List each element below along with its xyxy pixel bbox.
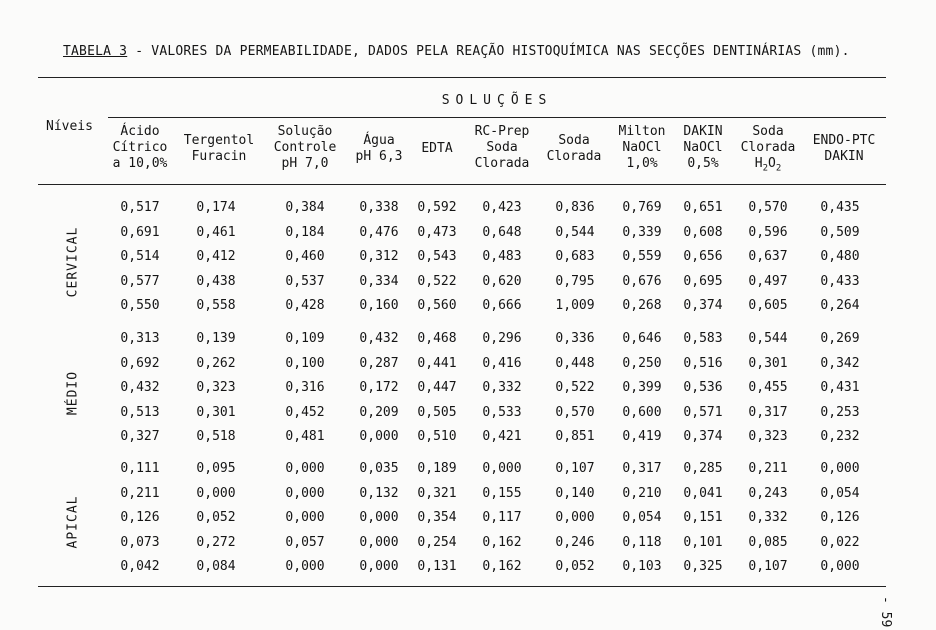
- table-cell: 0,117: [482, 510, 522, 525]
- table-cell: 0,692: [120, 355, 160, 371]
- table-cell: 0,052: [555, 559, 595, 574]
- table-cell: 0,620: [482, 273, 522, 289]
- table-cell: 0,384: [285, 200, 325, 215]
- table-cell: 0,339: [622, 224, 662, 240]
- table-cell: 0,336: [555, 331, 595, 346]
- table-cell: 0,313: [120, 331, 160, 346]
- table-cell: 0,480: [820, 249, 860, 264]
- table-cell: 0,354: [417, 510, 457, 525]
- table-cell: 0,473: [417, 224, 457, 240]
- group-label-médio: MÉDIO: [65, 370, 81, 416]
- table-cell: 0,510: [417, 429, 457, 444]
- column-header-line: RC-Prep: [474, 124, 530, 139]
- table-cell: 0,483: [482, 249, 522, 264]
- table-cell: 0,435: [820, 200, 860, 215]
- table-cell: 0,321: [417, 485, 457, 501]
- table-cell: 0,211: [748, 461, 788, 476]
- column-header-line: Controle: [273, 140, 337, 155]
- table-cell: 0,452: [285, 404, 325, 420]
- table-cell: 0,139: [196, 331, 236, 346]
- column-header: [619, 124, 666, 172]
- table-cell: 0,608: [683, 224, 723, 240]
- column-header-line: DAKIN: [683, 124, 723, 139]
- table-cell: 0,131: [417, 559, 457, 574]
- table-cell: 0,338: [359, 200, 399, 215]
- table-cell: 0,209: [359, 404, 399, 420]
- table-cell: 0,605: [748, 298, 788, 313]
- table-cell: 0,421: [482, 429, 522, 444]
- table-cell: 0,035: [359, 461, 399, 476]
- table-cell: 0,431: [820, 380, 860, 395]
- table-cell: 0,836: [555, 200, 595, 215]
- table-cell: 0,683: [555, 249, 595, 264]
- table-cell: 0,537: [285, 273, 325, 289]
- table-cell: 0,285: [683, 461, 723, 476]
- table-cell: 0,100: [285, 355, 325, 371]
- column-header-line: ENDO-PTC: [812, 133, 876, 148]
- table-cell: 0,312: [359, 249, 399, 264]
- table-cell: 0,514: [120, 249, 160, 264]
- table-cell: 0,518: [196, 429, 236, 444]
- table-cell: 0,399: [622, 380, 662, 395]
- table-cell: 0,140: [555, 485, 595, 501]
- table-cell: 0,151: [683, 510, 723, 525]
- table-cell: 0,438: [196, 273, 236, 289]
- table-cell: 0,073: [120, 534, 160, 550]
- table-cell: 0,691: [120, 224, 160, 240]
- table-cell: 0,522: [555, 380, 595, 395]
- column-header-line: $H_2O_2$: [754, 156, 782, 174]
- table-cell: 0,052: [196, 510, 236, 525]
- column-header-line: Cítrico: [112, 140, 168, 155]
- top-rule: [38, 77, 886, 78]
- table-cell: 0,246: [555, 534, 595, 550]
- table-cell: 0,374: [683, 429, 723, 444]
- table-cell: 0,107: [555, 461, 595, 476]
- column-header-line: Clorada: [474, 156, 530, 171]
- table-cell: 0,118: [622, 534, 662, 550]
- table-cell: 0,522: [417, 273, 457, 289]
- table-cell: 0,695: [683, 273, 723, 289]
- table-cell: 0,301: [196, 404, 236, 420]
- table-cell: 0,325: [683, 559, 723, 574]
- table-cell: 0,109: [285, 331, 325, 346]
- column-header: [683, 124, 722, 172]
- table-cell: 0,560: [417, 298, 457, 313]
- column-header: [421, 141, 452, 157]
- table-cell: 0,000: [285, 510, 325, 525]
- table-cell: 0,558: [196, 298, 236, 313]
- table-cell: 0,334: [359, 273, 399, 289]
- table-cell: 0,301: [748, 355, 788, 371]
- table-cell: 0,342: [820, 355, 860, 371]
- table-cell: 0,000: [196, 485, 236, 501]
- table-cell: 0,317: [622, 461, 662, 476]
- table-cell: 0,570: [748, 200, 788, 215]
- table-cell: 0,596: [748, 224, 788, 240]
- column-header-line: DAKIN: [824, 149, 864, 164]
- table-cell: 0,544: [555, 224, 595, 240]
- table-cell: 0,000: [555, 510, 595, 525]
- table-cell: 0,570: [555, 404, 595, 420]
- table-cell: 0,000: [359, 510, 399, 525]
- column-header-line: Clorada: [546, 149, 602, 164]
- table-cell: 0,101: [683, 534, 723, 550]
- table-cell: 0,423: [482, 200, 522, 215]
- table-cell: 0,416: [482, 355, 522, 371]
- table-cell: 0,107: [748, 559, 788, 574]
- table-cell: 0,085: [748, 534, 788, 550]
- column-header: [274, 124, 337, 172]
- table-cell: 0,374: [683, 298, 723, 313]
- table-cell: 0,666: [482, 298, 522, 313]
- table-cell: 0,269: [820, 331, 860, 346]
- table-cell: 0,000: [820, 559, 860, 574]
- table-caption: [63, 44, 850, 59]
- table-cell: 0,447: [417, 380, 457, 395]
- column-header: [547, 133, 602, 165]
- table-cell: 0,022: [820, 534, 860, 550]
- group-label-cervical: CERVICAL: [65, 226, 81, 298]
- table-cell: 0,327: [120, 429, 160, 444]
- column-header: [813, 133, 876, 165]
- table-cell: 0,084: [196, 559, 236, 574]
- table-cell: 0,332: [748, 510, 788, 525]
- table-cell: 0,316: [285, 380, 325, 395]
- table-cell: 0,476: [359, 224, 399, 240]
- group-header-rule: [108, 117, 886, 118]
- column-header-line: NaOCl: [683, 140, 723, 155]
- table-cell: 0,243: [748, 485, 788, 501]
- table-cell: 1,009: [555, 298, 595, 313]
- column-header-line: Soda: [752, 124, 784, 139]
- table-cell: 0,323: [748, 429, 788, 444]
- table-cell: 0,433: [820, 273, 860, 289]
- table-cell: 0,272: [196, 534, 236, 550]
- table-cell: 0,111: [120, 461, 160, 476]
- table-cell: 0,172: [359, 380, 399, 395]
- table-cell: 0,448: [555, 355, 595, 371]
- table-cell: 0,543: [417, 249, 457, 264]
- table-cell: 0,419: [622, 429, 662, 444]
- table-cell: 0,000: [359, 534, 399, 550]
- table-cell: 0,162: [482, 559, 522, 574]
- table-cell: 0,000: [359, 429, 399, 444]
- table-cell: 0,513: [120, 404, 160, 420]
- column-header-line: Água: [363, 133, 395, 148]
- table-cell: 0,559: [622, 249, 662, 264]
- column-header: [184, 133, 254, 165]
- column-header-line: Clorada: [740, 140, 796, 155]
- column-header-line: Furacin: [191, 149, 247, 164]
- table-cell: 0,041: [683, 485, 723, 501]
- table-cell: 0,646: [622, 331, 662, 346]
- table-cell: 0,296: [482, 331, 522, 346]
- table-cell: 0,516: [683, 355, 723, 371]
- table-cell: 0,042: [120, 559, 160, 574]
- table-cell: 0,287: [359, 355, 399, 371]
- table-cell: 0,550: [120, 298, 160, 313]
- row-header: Níveis: [46, 119, 93, 134]
- bottom-rule: [38, 586, 886, 587]
- table-cell: 0,232: [820, 429, 860, 444]
- table-cell: 0,126: [820, 510, 860, 525]
- table-cell: 0,481: [285, 429, 325, 444]
- table-title: - VALORES DA PERMEABILIDADE, DADOS PELA REAÇÃO HISTOQUÍMICA NAS SECÇÕES DENTINÁRIAS (mm).: [127, 44, 850, 59]
- table-cell: 0,210: [622, 485, 662, 501]
- column-header-line: Milton: [618, 124, 666, 139]
- table-cell: 0,468: [417, 331, 457, 346]
- column-header-line: 1,0%: [626, 156, 658, 171]
- table-cell: 0,000: [285, 559, 325, 574]
- group-label-apical: APICAL: [65, 495, 81, 549]
- table-cell: 0,317: [748, 404, 788, 420]
- table-cell: 0,264: [820, 298, 860, 313]
- column-header-line: 0,5%: [687, 156, 719, 171]
- column-header-line: Soda: [486, 140, 518, 155]
- column-header-line: NaOCl: [622, 140, 662, 155]
- table-cell: 0,054: [622, 510, 662, 525]
- table-cell: 0,000: [285, 485, 325, 501]
- table-cell: 0,505: [417, 404, 457, 420]
- table-cell: 0,174: [196, 200, 236, 215]
- column-header: [741, 124, 796, 177]
- table-cell: 0,412: [196, 249, 236, 264]
- table-cell: 0,651: [683, 200, 723, 215]
- column-header-line: Ácido: [120, 124, 160, 139]
- table-cell: 0,000: [285, 461, 325, 476]
- table-cell: 0,103: [622, 559, 662, 574]
- table-cell: 0,000: [359, 559, 399, 574]
- table-cell: 0,253: [820, 404, 860, 420]
- table-cell: 0,769: [622, 200, 662, 215]
- table-cell: 0,054: [820, 485, 860, 501]
- table-cell: 0,795: [555, 273, 595, 289]
- table-cell: 0,851: [555, 429, 595, 444]
- table-cell: 0,000: [482, 461, 522, 476]
- table-cell: 0,656: [683, 249, 723, 264]
- table-cell: 0,455: [748, 380, 788, 395]
- column-header-line: a 10,0%: [112, 156, 168, 171]
- table-cell: 0,184: [285, 224, 325, 240]
- table-cell: 0,132: [359, 485, 399, 501]
- table-cell: 0,323: [196, 380, 236, 395]
- column-header: [475, 124, 530, 172]
- table-cell: 0,268: [622, 298, 662, 313]
- column-header-line: Soda: [558, 133, 590, 148]
- column-header-line: pH 6,3: [355, 149, 403, 164]
- table-cell: 0,497: [748, 273, 788, 289]
- table-cell: 0,432: [120, 380, 160, 395]
- column-header-line: EDTA: [421, 141, 453, 156]
- table-cell: 0,262: [196, 355, 236, 371]
- table-cell: 0,648: [482, 224, 522, 240]
- group-header: SOLUÇÕES: [441, 93, 553, 108]
- column-header-line: Tergentol: [183, 133, 255, 148]
- table-cell: 0,461: [196, 224, 236, 240]
- table-cell: 0,057: [285, 534, 325, 550]
- table-cell: 0,544: [748, 331, 788, 346]
- column-header-line: pH 7,0: [281, 156, 329, 171]
- table-cell: 0,126: [120, 510, 160, 525]
- column-header: [113, 124, 168, 172]
- table-cell: 0,460: [285, 249, 325, 264]
- table-cell: 0,592: [417, 200, 457, 215]
- table-cell: 0,509: [820, 224, 860, 240]
- table-cell: 0,095: [196, 461, 236, 476]
- table-cell: 0,155: [482, 485, 522, 501]
- table-cell: 0,189: [417, 461, 457, 476]
- table-cell: 0,637: [748, 249, 788, 264]
- table-cell: 0,162: [482, 534, 522, 550]
- column-header: [356, 133, 403, 165]
- table-cell: 0,533: [482, 404, 522, 420]
- table-cell: 0,332: [482, 380, 522, 395]
- table-cell: 0,160: [359, 298, 399, 313]
- table-cell: 0,254: [417, 534, 457, 550]
- table-cell: 0,432: [359, 331, 399, 346]
- table-cell: 0,000: [820, 461, 860, 476]
- table-cell: 0,250: [622, 355, 662, 371]
- table-cell: 0,600: [622, 404, 662, 420]
- table-cell: 0,571: [683, 404, 723, 420]
- table-cell: 0,676: [622, 273, 662, 289]
- table-cell: 0,517: [120, 200, 160, 215]
- table-cell: 0,428: [285, 298, 325, 313]
- table-cell: 0,577: [120, 273, 160, 289]
- table-cell: 0,441: [417, 355, 457, 371]
- table-number: TABELA 3: [63, 44, 128, 59]
- page-number: - 59: [878, 596, 893, 628]
- table-cell: 0,211: [120, 485, 160, 501]
- table-cell: 0,583: [683, 331, 723, 346]
- column-header-line: Solução: [277, 124, 333, 139]
- table-cell: 0,536: [683, 380, 723, 395]
- header-rule: [38, 184, 886, 185]
